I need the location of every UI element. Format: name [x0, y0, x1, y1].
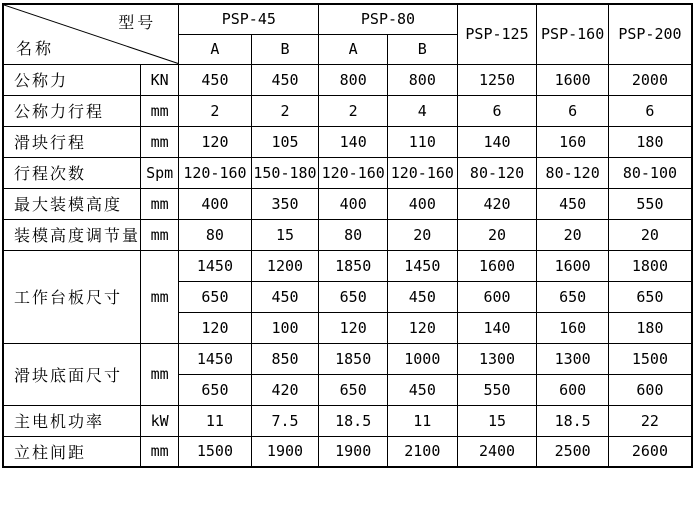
- cell-value: 650: [179, 374, 251, 405]
- model-group-psp45: PSP-45: [179, 4, 319, 34]
- cell-value: 18.5: [319, 405, 388, 436]
- spec-table: [2, 3, 693, 468]
- cell-value: 1300: [457, 343, 537, 374]
- row-label: 主电机功率: [3, 405, 141, 436]
- table-row: [3, 343, 692, 374]
- cell-value: 2: [179, 95, 251, 126]
- cell-value: 350: [251, 188, 319, 219]
- cell-value: 4: [388, 95, 458, 126]
- cell-value: 11: [388, 405, 458, 436]
- cell-value: 120: [179, 312, 251, 343]
- corner-cell: [3, 4, 179, 64]
- cell-value: 650: [319, 281, 388, 312]
- cell-value: 80-120: [537, 157, 608, 188]
- variant-psp45-b: B: [251, 34, 319, 64]
- cell-value: 120-160: [179, 157, 251, 188]
- row-label: 滑块行程: [3, 126, 141, 157]
- row-unit: kW: [141, 405, 179, 436]
- cell-value: 80-100: [608, 157, 692, 188]
- row-unit: mm: [141, 219, 179, 250]
- cell-value: 450: [388, 374, 458, 405]
- cell-value: 1450: [179, 343, 251, 374]
- variant-psp80-b: B: [388, 34, 458, 64]
- row-unit: mm: [141, 126, 179, 157]
- cell-value: 22: [608, 405, 692, 436]
- cell-value: 400: [319, 188, 388, 219]
- cell-value: 140: [319, 126, 388, 157]
- variant-psp80-a: A: [319, 34, 388, 64]
- cell-value: 6: [457, 95, 537, 126]
- cell-value: 2: [251, 95, 319, 126]
- table-row: [3, 64, 692, 95]
- cell-value: 800: [319, 64, 388, 95]
- cell-value: 1500: [179, 436, 251, 467]
- cell-value: 1600: [457, 250, 537, 281]
- cell-value: 2500: [537, 436, 608, 467]
- cell-value: 1900: [319, 436, 388, 467]
- cell-value: 1850: [319, 250, 388, 281]
- cell-value: 2400: [457, 436, 537, 467]
- cell-value: 20: [537, 219, 608, 250]
- table-row: [3, 126, 692, 157]
- cell-value: 800: [388, 64, 458, 95]
- row-label: 工作台板尺寸: [3, 250, 141, 343]
- model-group-psp80: PSP-80: [319, 4, 457, 34]
- cell-value: 2: [319, 95, 388, 126]
- cell-value: 850: [251, 343, 319, 374]
- model-psp125: PSP-125: [457, 4, 537, 64]
- cell-value: 650: [319, 374, 388, 405]
- cell-value: 450: [251, 281, 319, 312]
- cell-value: 1250: [457, 64, 537, 95]
- cell-value: 600: [537, 374, 608, 405]
- cell-value: 600: [608, 374, 692, 405]
- cell-value: 450: [388, 281, 458, 312]
- cell-value: 1800: [608, 250, 692, 281]
- cell-value: 100: [251, 312, 319, 343]
- cell-value: 1300: [537, 343, 608, 374]
- header-row-groups: [3, 4, 692, 34]
- row-unit: mm: [141, 343, 179, 405]
- cell-value: 1600: [537, 250, 608, 281]
- cell-value: 420: [251, 374, 319, 405]
- cell-value: 650: [179, 281, 251, 312]
- table-row: [3, 436, 692, 467]
- cell-value: 105: [251, 126, 319, 157]
- cell-value: 2000: [608, 64, 692, 95]
- table-row: [3, 250, 692, 281]
- row-unit: KN: [141, 64, 179, 95]
- cell-value: 18.5: [537, 405, 608, 436]
- cell-value: 120-160: [319, 157, 388, 188]
- row-label: 最大装模高度: [3, 188, 141, 219]
- row-unit: Spm: [141, 157, 179, 188]
- cell-value: 80: [319, 219, 388, 250]
- cell-value: 20: [608, 219, 692, 250]
- cell-value: 7.5: [251, 405, 319, 436]
- cell-value: 450: [251, 64, 319, 95]
- cell-value: 1000: [388, 343, 458, 374]
- row-unit: mm: [141, 250, 179, 343]
- row-label: 公称力: [3, 64, 141, 95]
- cell-value: 1600: [537, 64, 608, 95]
- model-psp160: PSP-160: [537, 4, 608, 64]
- cell-value: 550: [608, 188, 692, 219]
- cell-value: 650: [608, 281, 692, 312]
- cell-value: 1200: [251, 250, 319, 281]
- cell-value: 400: [388, 188, 458, 219]
- corner-model-label: 型号: [118, 13, 157, 32]
- row-unit: mm: [141, 188, 179, 219]
- cell-value: 400: [179, 188, 251, 219]
- table-row: [3, 219, 692, 250]
- cell-value: 1900: [251, 436, 319, 467]
- cell-value: 110: [388, 126, 458, 157]
- cell-value: 1450: [388, 250, 458, 281]
- cell-value: 20: [388, 219, 458, 250]
- model-psp200: PSP-200: [608, 4, 692, 64]
- cell-value: 550: [457, 374, 537, 405]
- cell-value: 6: [608, 95, 692, 126]
- cell-value: 1850: [319, 343, 388, 374]
- cell-value: 160: [537, 312, 608, 343]
- row-label: 立柱间距: [3, 436, 141, 467]
- spec-table-body: [3, 64, 692, 467]
- cell-value: 120: [179, 126, 251, 157]
- cell-value: 140: [457, 312, 537, 343]
- table-row: [3, 405, 692, 436]
- cell-value: 2100: [388, 436, 458, 467]
- row-unit: mm: [141, 436, 179, 467]
- cell-value: 450: [179, 64, 251, 95]
- variant-psp45-a: A: [179, 34, 251, 64]
- table-row: [3, 157, 692, 188]
- cell-value: 600: [457, 281, 537, 312]
- cell-value: 650: [537, 281, 608, 312]
- cell-value: 80: [179, 219, 251, 250]
- table-row: [3, 188, 692, 219]
- cell-value: 2600: [608, 436, 692, 467]
- cell-value: 450: [537, 188, 608, 219]
- cell-value: 120-160: [388, 157, 458, 188]
- cell-value: 420: [457, 188, 537, 219]
- cell-value: 180: [608, 126, 692, 157]
- cell-value: 15: [251, 219, 319, 250]
- table-row: [3, 95, 692, 126]
- corner-name-label: 名称: [16, 38, 55, 58]
- row-label: 滑块底面尺寸: [3, 343, 141, 405]
- cell-value: 120: [319, 312, 388, 343]
- cell-value: 80-120: [457, 157, 537, 188]
- row-label: 行程次数: [3, 157, 141, 188]
- cell-value: 11: [179, 405, 251, 436]
- cell-value: 1450: [179, 250, 251, 281]
- cell-value: 150-180: [251, 157, 319, 188]
- cell-value: 6: [537, 95, 608, 126]
- cell-value: 20: [457, 219, 537, 250]
- cell-value: 15: [457, 405, 537, 436]
- cell-value: 180: [608, 312, 692, 343]
- cell-value: 160: [537, 126, 608, 157]
- row-label: 装模高度调节量: [3, 219, 141, 250]
- cell-value: 1500: [608, 343, 692, 374]
- row-unit: mm: [141, 95, 179, 126]
- row-label: 公称力行程: [3, 95, 141, 126]
- cell-value: 140: [457, 126, 537, 157]
- cell-value: 120: [388, 312, 458, 343]
